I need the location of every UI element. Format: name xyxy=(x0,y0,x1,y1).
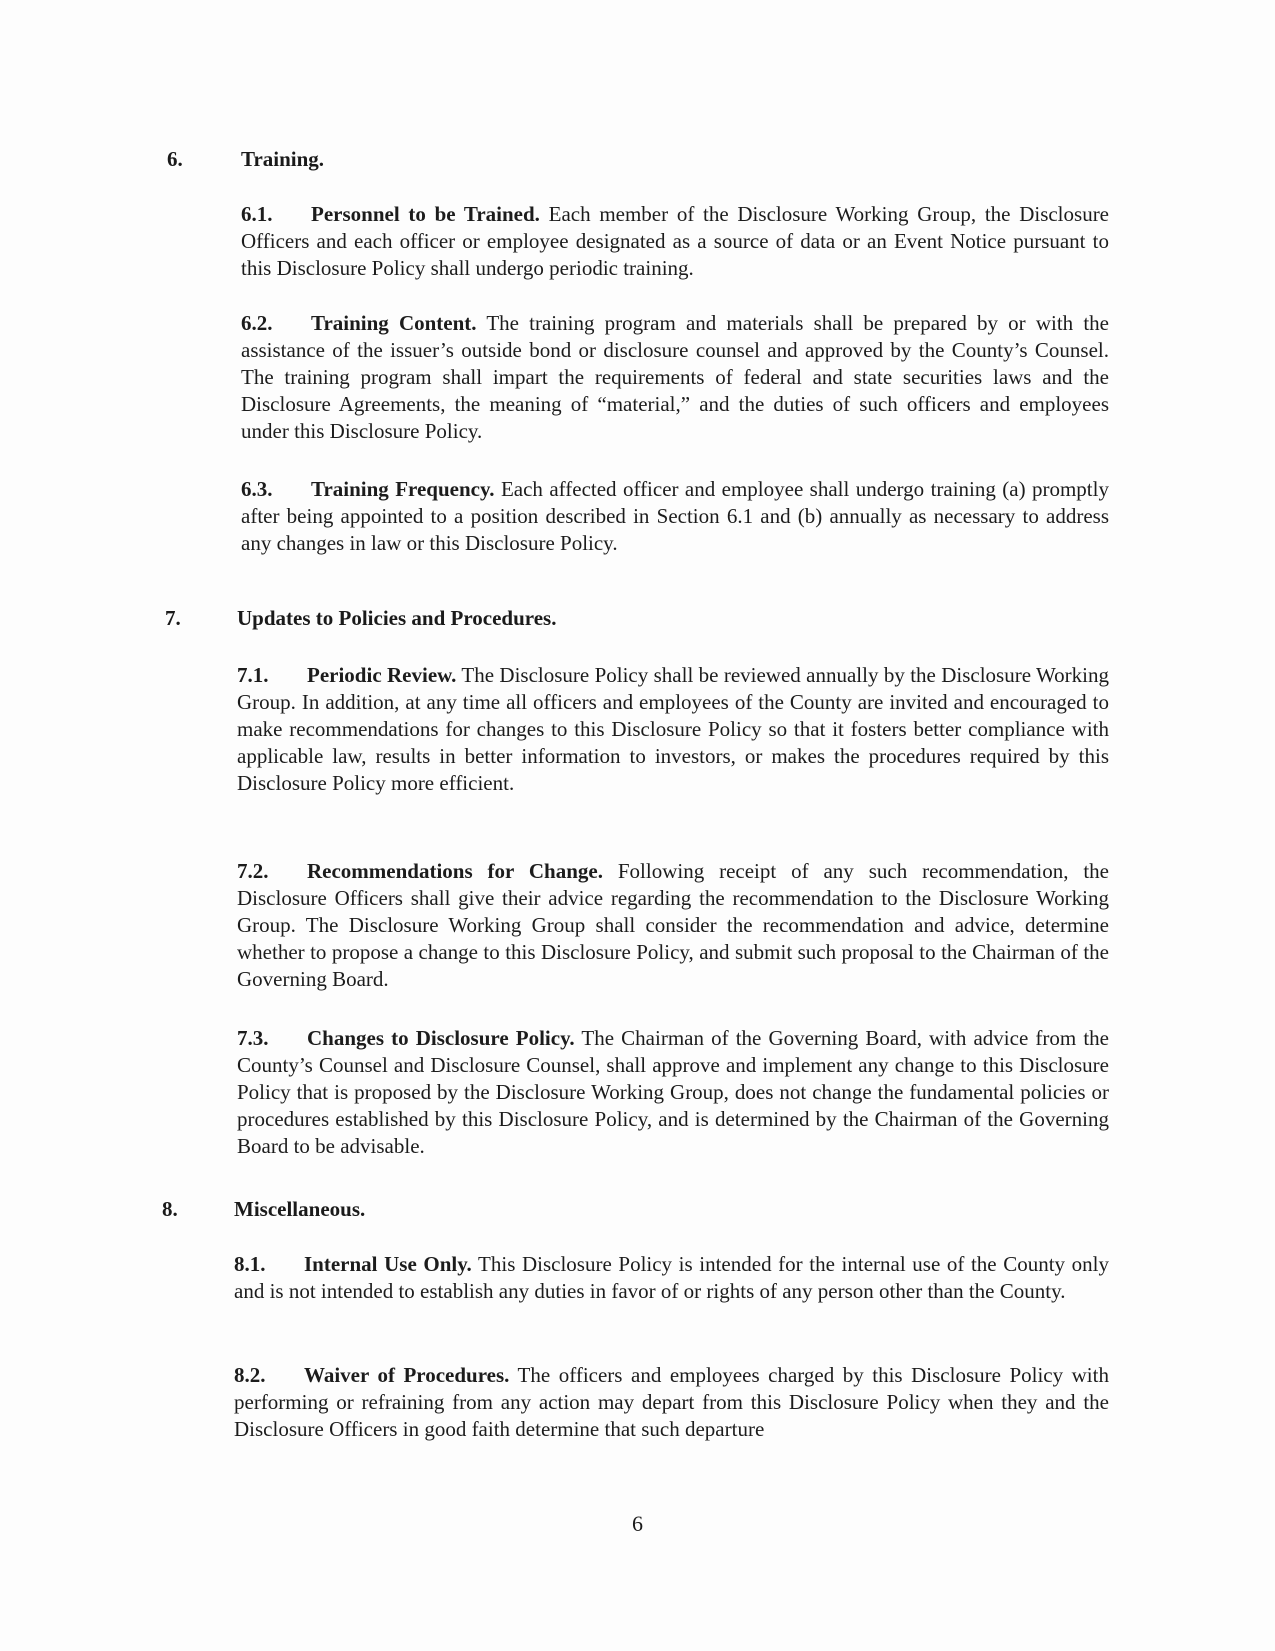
paragraph-6-1 xyxy=(241,201,1109,282)
paragraph-title: Changes to Disclosure Policy. xyxy=(307,1026,575,1050)
paragraph-7-3 xyxy=(237,1025,1109,1160)
paragraph-number: 8.2. xyxy=(234,1363,266,1387)
paragraph-title: Internal Use Only. xyxy=(304,1252,472,1276)
page-number: 6 xyxy=(632,1511,643,1536)
section-number: 6. xyxy=(167,147,183,171)
paragraph-title: Recommendations for Change. xyxy=(307,859,603,883)
paragraph-number: 6.1. xyxy=(241,202,273,226)
section-number: 8. xyxy=(162,1197,178,1221)
section-title: Miscellaneous. xyxy=(234,1197,366,1221)
paragraph-7-2 xyxy=(237,858,1109,993)
paragraph-text: The Disclosure Policy shall be reviewed annually by the Disclosure Working Group. In addition, at any time all officers and employees of the County are invited and encouraged to make recommendations for changes to this Disclosure Policy so that it fosters better compliance with applicable law, results in better information to investors, or makes the procedures required by this Disclosure Policy more efficient. xyxy=(237,663,1109,795)
paragraph-number: 6.3. xyxy=(241,477,273,501)
section-number: 7. xyxy=(165,606,181,630)
paragraph-6-2 xyxy=(241,310,1109,445)
paragraph-title: Training Frequency. xyxy=(311,477,495,501)
paragraph-number: 7.3. xyxy=(237,1026,269,1050)
paragraph-title: Waiver of Procedures. xyxy=(304,1363,510,1387)
paragraph-text: Each affected officer and employee shall undergo training (a) promptly after being appointed to a position described in Section 6.1 and (b) annually as necessary to address any changes in law or this Disclosure Policy. xyxy=(241,477,1109,555)
paragraph-title: Periodic Review. xyxy=(307,663,457,687)
section-title: Training. xyxy=(241,147,325,171)
paragraph-text: The Chairman of the Governing Board, with advice from the County’s Counsel and Disclosure Counsel, shall approve and implement any change to this Disclosure Policy that is proposed by the Disclosure Working Group, does not change the fundamental policies or procedures established by this Disclosure Policy, and is determined by the Chairman of the Governing Board to be advisable. xyxy=(237,1026,1109,1158)
paragraph-7-1 xyxy=(237,662,1109,797)
paragraph-number: 7.1. xyxy=(237,663,269,687)
paragraph-6-3 xyxy=(241,476,1109,557)
paragraph-number: 6.2. xyxy=(241,311,273,335)
paragraph-text: This Disclosure Policy is intended for the internal use of the County only and is not intended to establish any duties in favor of or rights of any person other than the County. xyxy=(234,1252,1109,1303)
paragraph-text: The training program and materials shall be prepared by or with the assistance of the issuer’s outside bond or disclosure counsel and approved by the County’s Counsel. The training program shall impart the requirements of federal and state securities laws and the Disclosure Agreements, the meaning of “material,” and the duties of such officers and employees under this Disclosure Policy. xyxy=(241,311,1109,443)
paragraph-8-1 xyxy=(234,1251,1109,1305)
paragraph-text: Following receipt of any such recommendation, the Disclosure Officers shall give their advice regarding the recommendation to the Disclosure Working Group. The Disclosure Working Group shall consider the recommendation and advice, determine whether to propose a change to this Disclosure Policy, and submit such proposal to the Chairman of the Governing Board. xyxy=(237,859,1109,991)
paragraph-8-2 xyxy=(234,1362,1109,1443)
paragraph-title: Training Content. xyxy=(311,311,477,335)
paragraph-text: Each member of the Disclosure Working Group, the Disclosure Officers and each officer or employee designated as a source of data or an Event Notice pursuant to this Disclosure Policy shall undergo periodic training. xyxy=(241,202,1110,280)
section-title: Updates to Policies and Procedures. xyxy=(237,606,557,630)
paragraph-text: The officers and employees charged by this Disclosure Policy with performing or refraining from any action may depart from this Disclosure Policy when they and the Disclosure Officers in good faith determine that such departure xyxy=(234,1363,1109,1441)
paragraph-number: 8.1. xyxy=(234,1252,266,1276)
paragraph-number: 7.2. xyxy=(237,859,269,883)
paragraph-title: Personnel to be Trained. xyxy=(311,202,540,226)
